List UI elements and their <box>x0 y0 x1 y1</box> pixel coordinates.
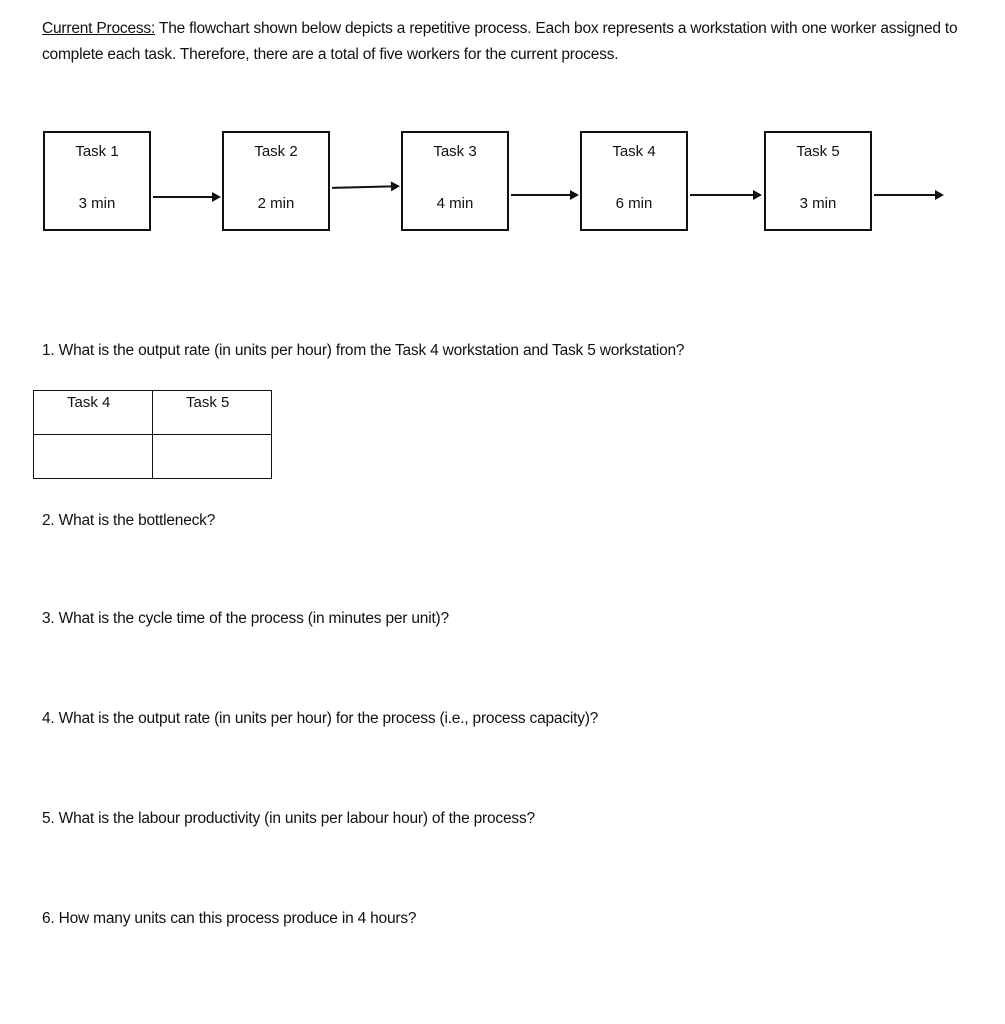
task-time: 2 min <box>257 195 295 212</box>
answer-cell-task4[interactable] <box>34 435 153 479</box>
header-cell-task4 <box>34 391 153 435</box>
task-name: Task 2 <box>254 143 298 160</box>
header-task4: Task 4 <box>67 394 111 411</box>
question-4: 4. What is the output rate (in units per hour) for the process (i.e., process capacity)? <box>42 710 599 727</box>
answer-table-row <box>34 435 272 479</box>
arrow-4-5 <box>690 189 762 201</box>
question-5: 5. What is the labour productivity (in units per labour hour) of the process? <box>42 810 535 827</box>
task-time: 3 min <box>78 195 116 212</box>
task-time: 3 min <box>799 195 837 212</box>
question-1: 1. What is the output rate (in units per hour) from the Task 4 workstation and Task 5 workstation? <box>42 342 685 359</box>
answer-table-header-row <box>34 391 272 435</box>
question-6: 6. How many units can this process produce in 4 hours? <box>42 910 417 927</box>
task-name: Task 4 <box>612 143 656 160</box>
task-box-4 <box>580 131 688 231</box>
task-time: 4 min <box>436 195 474 212</box>
question-3: 3. What is the cycle time of the process (in minutes per unit)? <box>42 610 449 627</box>
answer-task4 <box>34 435 152 438</box>
answer-table <box>33 390 272 479</box>
arrow-1-2 <box>153 191 221 203</box>
header-task5: Task 5 <box>186 394 230 411</box>
task-name: Task 1 <box>75 143 119 160</box>
flowchart <box>0 0 1005 260</box>
intro-label: Current Process: <box>42 20 156 37</box>
header-cell-task5 <box>153 391 272 435</box>
question-2: 2. What is the bottleneck? <box>42 512 216 529</box>
task-box-2 <box>222 131 330 231</box>
task-name: Task 3 <box>433 143 477 160</box>
answer-task5 <box>153 435 271 438</box>
task-time: 6 min <box>615 195 653 212</box>
task-name: Task 5 <box>796 143 840 160</box>
answer-cell-task5[interactable] <box>153 435 272 479</box>
arrow-3-4 <box>511 189 579 201</box>
task-box-3 <box>401 131 509 231</box>
intro-text: The flowchart shown below depicts a repetitive process. Each box represents a workstation with one worker assigned to complete each task. Therefore, there are a total of five workers for the current process. <box>42 20 958 63</box>
arrow-2-3 <box>332 180 400 194</box>
task-box-1 <box>43 131 151 231</box>
arrow-output <box>874 189 944 201</box>
task-box-5 <box>764 131 872 231</box>
